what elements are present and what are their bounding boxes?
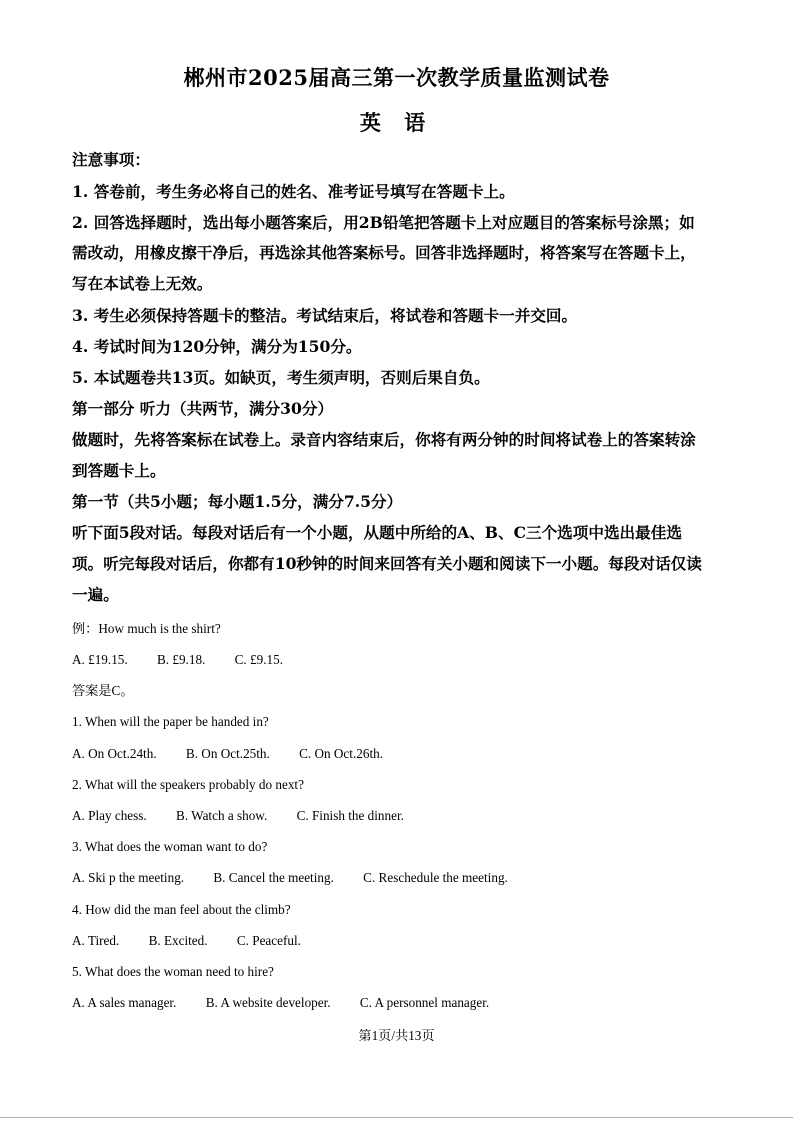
bottom-divider (0, 1117, 793, 1118)
page-number: 第1页/共13页 (358, 1028, 435, 1043)
notice-heading: 注意事项： (72, 150, 150, 169)
question-4: 4. How did the man feel about the climb? (72, 902, 291, 917)
part1-instruction: 到答题卡上。 (72, 461, 166, 480)
option-a: A. £19.15. (72, 652, 128, 667)
part1-heading: 第一部分 听力（共两节，满分30分） (72, 399, 334, 418)
option-a: A. Ski p the meeting. (72, 870, 185, 885)
notice-line: 1. 答卷前，考生务必将自己的姓名、准考证号填写在答题卡上。 (72, 182, 515, 201)
question-2-options (72, 806, 404, 826)
option-b: B. Cancel the meeting. (213, 870, 334, 885)
question-4-options (72, 931, 301, 951)
question-1-options (72, 744, 383, 764)
notice-line: 5. 本试题卷共13页。如缺页，考生须声明，否则后果自负。 (72, 368, 490, 387)
part1-instruction: 做题时，先将答案标在试卷上。录音内容结束后，你将有两分钟的时间将试卷上的答案转涂 (72, 430, 696, 449)
subject-title: 英 语 (359, 110, 434, 135)
option-c: C. Reschedule the meeting. (363, 870, 508, 885)
example-options (72, 650, 283, 670)
option-b: B. £9.18. (156, 652, 206, 667)
option-b: B. A website developer. (205, 995, 331, 1010)
question-3-options (72, 868, 508, 888)
notice-line: 3. 考生必须保持答题卡的整洁。考试结束后，将试卷和答题卡一并交回。 (72, 306, 578, 325)
option-b: B. Watch a show. (176, 808, 268, 823)
question-5: 5. What does the woman need to hire? (72, 964, 274, 979)
question-5-options (72, 993, 489, 1013)
option-c: C. Finish the dinner. (296, 808, 404, 823)
option-c: C. A personnel manager. (359, 995, 490, 1010)
section1-instruction: 项。听完每段对话后，你都有10秒钟的时间来回答有关小题和阅读下一小题。每段对话仅读 (72, 554, 702, 573)
example-question: 例：How much is the shirt? (72, 621, 221, 636)
notice-line: 2. 回答选择题时，选出每小题答案后，用2B铅笔把答题卡上对应题目的答案标号涂黑；如 (72, 213, 695, 232)
option-c: C. On Oct.26th. (299, 746, 383, 761)
option-c: C. Peaceful. (236, 933, 301, 948)
option-b: B. Excited. (148, 933, 208, 948)
section1-instruction: 听下面5段对话。每段对话后有一个小题，从题中所给的A、B、C三个选项中选出最佳选 (72, 523, 682, 542)
exam-title: 郴州市2025届高三第一次教学质量监测试卷 (183, 65, 610, 90)
option-a: A. Tired. (72, 933, 120, 948)
option-c: C. £9.15. (234, 652, 283, 667)
question-2: 2. What will the speakers probably do next? (72, 777, 304, 792)
example-answer: 答案是C。 (72, 683, 134, 698)
notice-line: 4. 考试时间为120分钟，满分为150分。 (72, 337, 362, 356)
section1-heading: 第一节（共5小题；每小题1.5分，满分7.5分） (72, 492, 403, 511)
question-3: 3. What does the woman want to do? (72, 839, 268, 854)
option-a: A. Play chess. (72, 808, 147, 823)
question-1: 1. When will the paper be handed in? (72, 714, 269, 729)
notice-line: 写在本试卷上无效。 (72, 274, 213, 293)
notice-line: 需改动，用橡皮擦干净后，再选涂其他答案标号。回答非选择题时，将答案写在答题卡上， (72, 243, 696, 262)
section1-instruction: 一遍。 (72, 585, 119, 604)
option-a: A. A sales manager. (72, 995, 177, 1010)
option-a: A. On Oct.24th. (72, 746, 157, 761)
option-b: B. On Oct.25th. (185, 746, 270, 761)
